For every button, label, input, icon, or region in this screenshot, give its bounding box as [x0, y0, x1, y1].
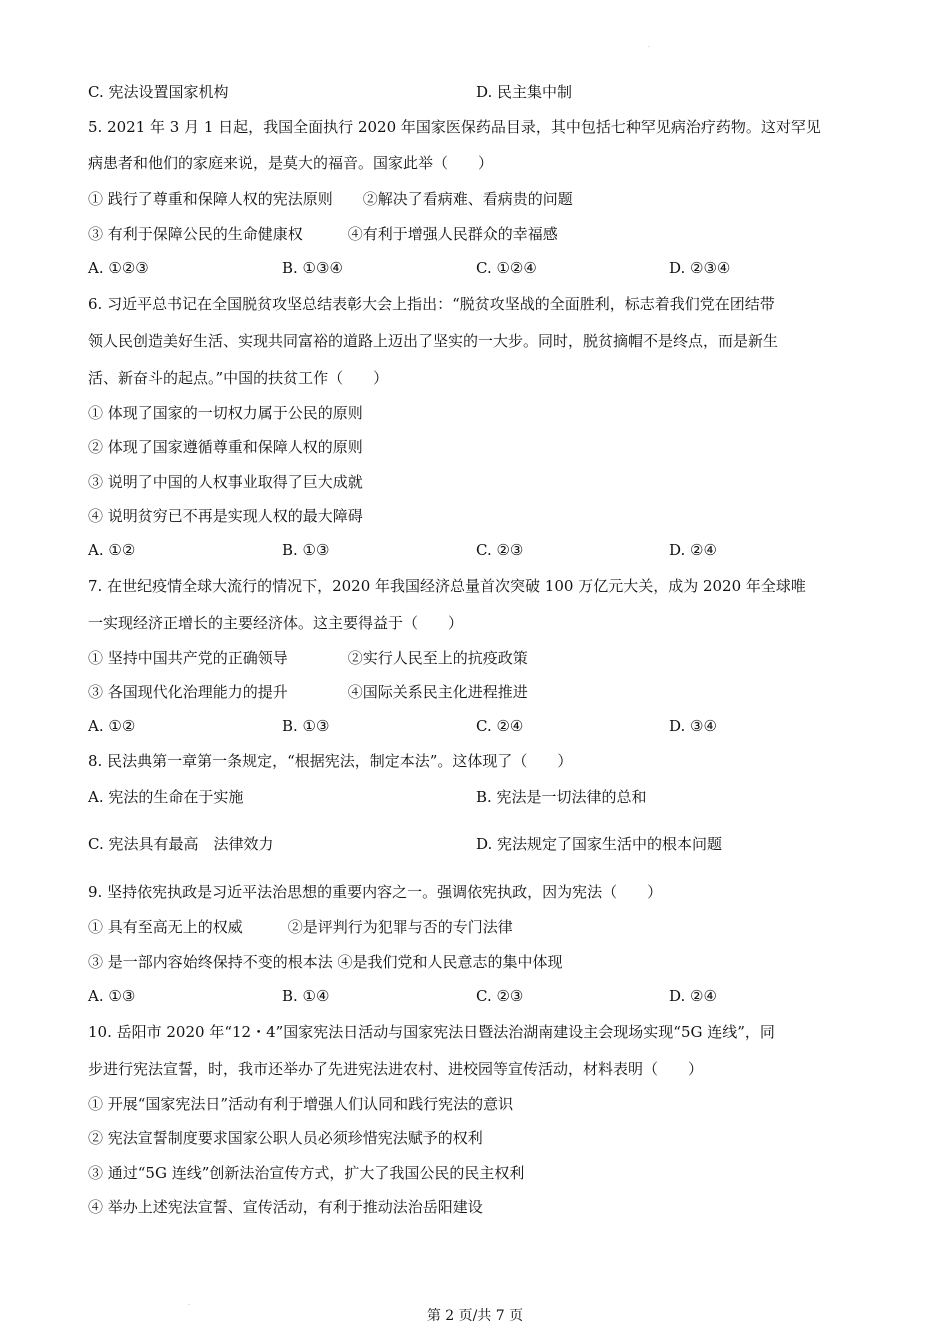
- q6-option-d: D. ②④: [669, 541, 717, 559]
- q6-item: ② 体现了国家遵循尊重和保障人权的原则: [88, 438, 363, 456]
- q7-item: ③ 各国现代化治理能力的提升 ④国际关系民主化进程推进: [88, 683, 528, 701]
- q8-option-c: C. 宪法具有最高 法律效力: [88, 835, 274, 853]
- q7-option-d: D. ③④: [669, 717, 717, 735]
- q6-item: ③ 说明了中国的人权事业取得了巨大成就: [88, 473, 363, 491]
- q5-option-b: B. ①③④: [282, 259, 343, 277]
- q6-stem-line: 领人民创造美好生活、实现共同富裕的道路上迈出了坚实的一大步。同时，脱贫摘帽不是终点，而是新生: [88, 332, 779, 350]
- q9-option-a: A. ①③: [88, 987, 136, 1005]
- q7-option-b: B. ①③: [282, 717, 330, 735]
- q7-option-a: A. ①②: [88, 717, 136, 735]
- q5-item: ① 践行了尊重和保障人权的宪法原则 ②解决了看病难、看病贵的问题: [88, 190, 573, 208]
- q10-item: ④ 举办上述宪法宣誓、宣传活动，有利于推动法治岳阳建设: [88, 1198, 483, 1216]
- q9-option-b: B. ①④: [282, 987, 330, 1005]
- q9-stem: 9. 坚持依宪执政是习近平法治思想的重要内容之一。强调依宪执政，因为宪法（ ）: [88, 883, 663, 901]
- q7-item: ① 坚持中国共产党的正确领导 ②实行人民至上的抗疫政策: [88, 649, 528, 667]
- q5-stem-line: 5. 2021 年 3 月 1 日起，我国全面执行 2020 年国家医保药品目录，其中包括七种罕见病治疗药物。这对罕见: [88, 118, 821, 136]
- q6-item: ④ 说明贫穷已不再是实现人权的最大障碍: [88, 507, 363, 525]
- q5-option-c: C. ①②④: [476, 259, 537, 277]
- q10-item: ② 宪法宣誓制度要求国家公职人员必须珍惜宪法赋予的权利: [88, 1129, 483, 1147]
- page-footer: 第 2 页/共 7 页: [426, 1308, 524, 1324]
- q7-stem-line: 7. 在世纪疫情全球大流行的情况下，2020 年我国经济总量首次突破 100 万亿元大关，成为 2020 年全球唯: [88, 577, 806, 595]
- q5-option-a: A. ①②③: [88, 259, 149, 277]
- q4-option-c: C. 宪法设置国家机构: [88, 83, 229, 101]
- q10-stem-line: 步进行宪法宣誓，时，我市还举办了先进宪法进农村、进校园等宣传活动，材料表明（ ）: [88, 1060, 704, 1078]
- q6-item: ① 体现了国家的一切权力属于公民的原则: [88, 404, 363, 422]
- q7-option-c: C. ②④: [476, 717, 524, 735]
- scan-dot: .: [188, 1300, 190, 1307]
- q9-option-d: D. ②④: [669, 987, 717, 1005]
- q5-stem-line: 病患者和他们的家庭来说，是莫大的福音。国家此举（ ）: [88, 154, 494, 172]
- q5-option-d: D. ②③④: [669, 259, 731, 277]
- q10-item: ① 开展“国家宪法日”活动有利于增强人们认同和践行宪法的意识: [88, 1095, 514, 1113]
- q6-stem-line: 活、新奋斗的起点。”中国的扶贫工作（ ）: [88, 369, 389, 387]
- q8-option-b: B. 宪法是一切法律的总和: [476, 788, 647, 806]
- q10-stem-line: 10. 岳阳市 2020 年“12・4”国家宪法日活动与国家宪法日暨法治湖南建设主会现场实现“5G 连线”，同: [88, 1023, 775, 1041]
- q6-option-c: C. ②③: [476, 541, 524, 559]
- q6-option-b: B. ①③: [282, 541, 330, 559]
- q9-item: ③ 是一部内容始终保持不变的根本法 ④是我们党和人民意志的集中体现: [88, 953, 563, 971]
- q8-stem: 8. 民法典第一章第一条规定，“根据宪法，制定本法”。这体现了（ ）: [88, 752, 573, 770]
- q10-item: ③ 通过“5G 连线”创新法治宣传方式，扩大了我国公民的民主权利: [88, 1164, 525, 1182]
- q5-item: ③ 有利于保障公民的生命健康权 ④有利于增强人民群众的幸福感: [88, 225, 558, 243]
- q9-item: ① 具有至高无上的权威 ②是评判行为犯罪与否的专门法律: [88, 918, 513, 936]
- q4-option-d: D. 民主集中制: [476, 83, 573, 101]
- q6-stem-line: 6. 习近平总书记在全国脱贫攻坚总结表彰大会上指出：“脱贫攻坚战的全面胜利，标志着我们党在团结带: [88, 295, 775, 313]
- scan-dot: .: [648, 42, 650, 49]
- q8-option-d: D. 宪法规定了国家生活中的根本问题: [476, 835, 723, 853]
- q9-option-c: C. ②③: [476, 987, 524, 1005]
- q8-option-a: A. 宪法的生命在于实施: [88, 788, 244, 806]
- q7-stem-line: 一实现经济正增长的主要经济体。这主要得益于（ ）: [88, 614, 464, 632]
- q6-option-a: A. ①②: [88, 541, 136, 559]
